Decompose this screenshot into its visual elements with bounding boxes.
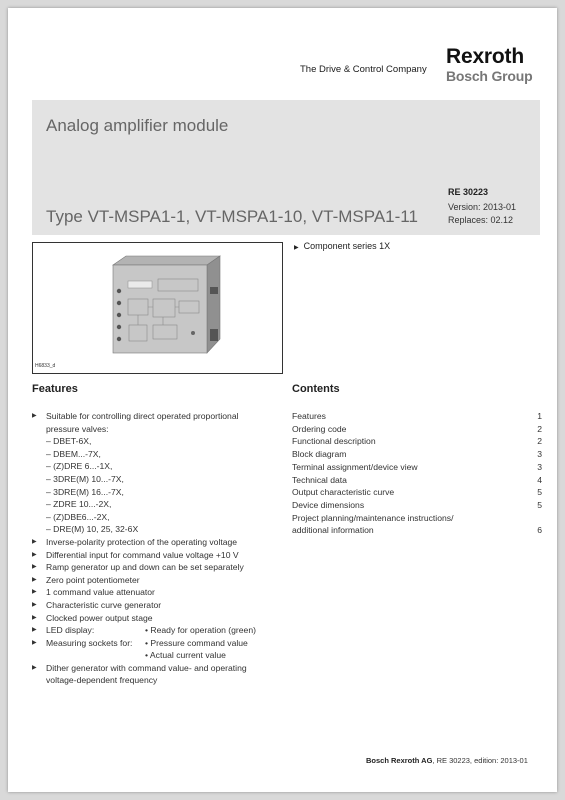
contents-entry[interactable]: Terminal assignment/device view 3 <box>292 461 542 472</box>
valve-type: – DBEM...-7X, <box>46 448 101 459</box>
feature-item: ▶ Clocked power output stage <box>32 612 153 623</box>
component-series <box>294 241 390 251</box>
amplifier-module-illustration <box>33 243 282 373</box>
bullet-arrow-icon: ▶ <box>32 614 37 621</box>
bullet-arrow-icon: ▶ <box>32 627 37 634</box>
bullet-arrow-icon: ▶ <box>32 564 37 571</box>
contents-entry[interactable]: Technical data 4 <box>292 474 542 485</box>
bullet-arrow-icon: ▶ <box>32 664 37 671</box>
feature-item: ▶ Suitable for controlling direct operated proportional pressure valves: <box>32 411 239 434</box>
valve-type: – (Z)DBE6...-2X, <box>46 511 110 522</box>
feature-item: ▶ Zero point potentiometer <box>32 574 140 585</box>
feature-item: ▶ Measuring sockets for: • Pressure command value • Actual current value <box>32 637 248 661</box>
page-number: 5 <box>537 487 542 498</box>
contents-entry[interactable]: Device dimensions 5 <box>292 499 542 510</box>
page-number: 5 <box>537 499 542 510</box>
feature-item: ▶ Characteristic curve generator <box>32 599 162 610</box>
page-number: 3 <box>537 461 542 472</box>
feature-item: ▶ Ramp generator up and down can be set separately <box>32 562 244 573</box>
bullet-arrow-icon: ▶ <box>32 413 37 419</box>
contents-entry[interactable]: Project planning/maintenance instructions/ additional information 6 <box>292 512 542 536</box>
bullet-arrow-icon: ▶ <box>32 576 37 583</box>
document-page <box>8 8 557 792</box>
valve-type: – DBET-6X, <box>46 436 92 447</box>
bullet-arrow-icon: ▶ <box>32 551 37 558</box>
brand-logo-group: Bosch Group <box>446 68 533 84</box>
page-number: 1 <box>537 411 542 421</box>
footer-company: Bosch Rexroth AG <box>366 756 433 765</box>
document-title: Analog amplifier module <box>46 116 229 135</box>
feature-item: ▶ 1 command value attenuator <box>32 587 155 598</box>
valve-type: – DRE(M) 10, 25, 32-6X <box>46 524 139 535</box>
bullet-arrow-icon: ▶ <box>32 601 37 608</box>
valve-type: – (Z)DRE 6...-1X, <box>46 461 113 472</box>
contents-entry[interactable]: Block diagram 3 <box>292 449 542 460</box>
document-version: Version: 2013-01 <box>448 202 517 212</box>
page-number: 4 <box>537 474 542 485</box>
product-image-frame <box>32 242 283 374</box>
contents-entry[interactable]: Ordering code 2 <box>292 423 542 434</box>
component-series-text: Component series 1X <box>303 241 391 251</box>
features-list <box>32 410 287 687</box>
page-number: 2 <box>537 436 542 447</box>
page-number: 3 <box>537 449 542 460</box>
contents-entry[interactable]: Features 1 <box>292 411 542 421</box>
contents-entry[interactable]: Output characteristic curve 5 <box>292 487 542 498</box>
page-footer <box>366 756 528 765</box>
features-heading: Features <box>32 383 78 395</box>
valve-type: – ZDRE 10...-2X, <box>46 499 112 510</box>
feature-item: ▶ Differential input for command value voltage +10 V <box>32 549 239 560</box>
contents-list <box>292 410 542 537</box>
document-number: RE 30223 <box>448 187 489 197</box>
page-number: 2 <box>537 423 542 434</box>
valve-type: – 3DRE(M) 16...-7X, <box>46 486 124 497</box>
company-tagline: The Drive & Control Company <box>300 64 427 75</box>
bullet-arrow-icon: ▶ <box>32 589 37 596</box>
feature-item: ▶ Dither generator with command value- and operating voltage-dependent frequency <box>32 662 247 686</box>
title-band <box>32 100 540 235</box>
document-replaces: Replaces: 02.12 <box>448 215 514 225</box>
contents-heading: Contents <box>292 383 340 395</box>
feature-item: ▶ Inverse-polarity protection of the operating voltage <box>32 536 238 547</box>
valve-type: – 3DRE(M) 10...-7X, <box>46 473 124 484</box>
image-caption: H6833_d <box>35 363 56 369</box>
feature-item: ▶ LED display: • Ready for operation (green) <box>32 625 256 636</box>
page-number: 6 <box>537 525 542 536</box>
brand-logo-name: Rexroth <box>446 45 524 68</box>
bullet-arrow-icon: ▶ <box>32 639 37 646</box>
footer-edition: , RE 30223, edition: 2013-01 <box>432 756 528 765</box>
bullet-arrow-icon: ▶ <box>294 245 299 251</box>
document-subtitle: Type VT-MSPA1-1, VT-MSPA1-10, VT-MSPA1-11 <box>46 207 418 226</box>
bullet-arrow-icon: ▶ <box>32 538 37 545</box>
contents-entry[interactable]: Functional description 2 <box>292 436 542 447</box>
